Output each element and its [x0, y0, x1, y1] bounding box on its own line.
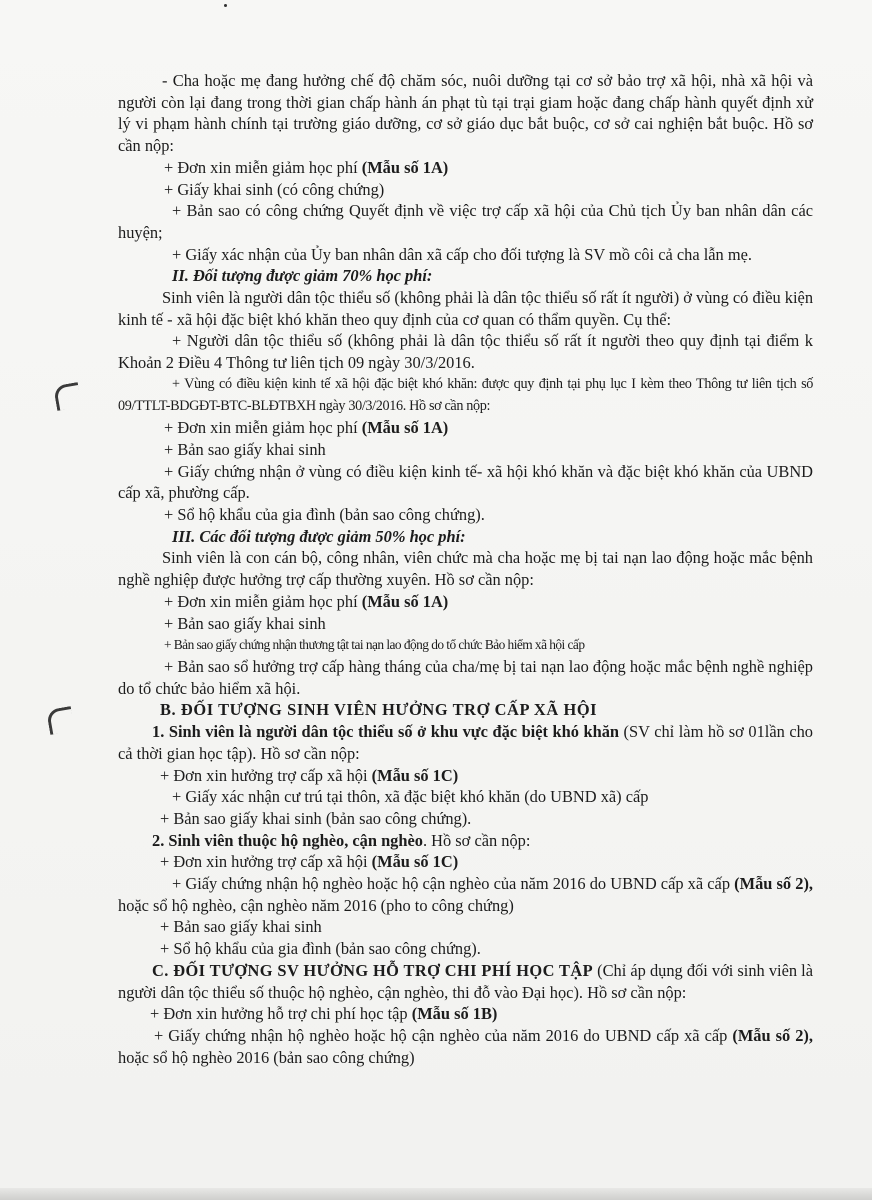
form-reference: (Mẫu số 2), [734, 874, 813, 894]
form-reference: (Mẫu số 1A) [361, 418, 449, 438]
form-reference: (Mẫu số 1B) [411, 1004, 498, 1024]
item-text: hoặc sổ hộ nghèo 2016 (bản sao công chứng) [118, 1047, 415, 1067]
section-heading [118, 960, 813, 1003]
item-text: + Đơn xin hưởng hỗ trợ chi phí học tập [150, 1004, 408, 1024]
list-item: + Bản sao giấy khai sinh [160, 917, 322, 937]
item-text: + Đơn xin miễn giảm học phí [164, 157, 358, 177]
list-item: + Bản sao sổ hưởng trợ cấp hàng tháng của cha/mẹ bị tai nạn lao động hoặc mắc bệnh nghề nghiệp do tổ chức bảo hiểm xã hội. [118, 656, 813, 698]
list-item: + Bản sao giấy chứng nhận thương tật tai nạn lao động do tổ chức Bảo hiểm xã hội cấp [164, 637, 585, 653]
subsection [118, 721, 813, 764]
list-item: + Giấy khai sinh (có công chứng) [164, 179, 385, 199]
item-text: + Giấy chứng nhận hộ nghèo hoặc hộ cận nghèo của năm 2016 do UBND cấp xã cấp [172, 874, 731, 894]
subsection-note: . Hồ sơ cần nộp: [422, 830, 531, 850]
list-item: + Giấy xác nhận cư trú tại thôn, xã đặc biệt khó khăn (do UBND xã) cấp [172, 787, 649, 807]
list-item [118, 417, 813, 439]
form-reference: (Mẫu số 2), [732, 1025, 813, 1045]
subsection [118, 830, 813, 852]
section-note: (Chỉ áp dụng đối với sinh viên là người dân tộc thiểu số thuộc hộ nghèo, cận nghèo, thi đỗ vào Đại học). Hồ sơ cần nộp: [118, 960, 813, 1002]
punch-hole-mark [53, 382, 82, 411]
list-item [118, 1025, 813, 1068]
subsection-title: 1. Sinh viên là người dân tộc thiểu số ở khu vực đặc biệt khó khăn [152, 722, 620, 742]
list-item: + Giấy chứng nhận ở vùng có điều kiện kinh tế- xã hội khó khăn và đặc biệt khó khăn của UBND cấp xã, phường cấp. [118, 461, 813, 503]
list-item [118, 591, 813, 613]
list-item: + Người dân tộc thiểu số (không phải là dân tộc thiểu số rất ít người theo quy định tại điểm k Khoản 2 Điều 4 Thông tư liên tịch 09 ngày 30/3/2016. [118, 331, 813, 373]
section-heading: II. Đối tượng được giảm 70% học phí: [172, 266, 433, 286]
form-reference: (Mẫu số 1A) [361, 157, 449, 177]
section-heading: B. ĐỐI TƯỢNG SINH VIÊN HƯỞNG TRỢ CẤP XÃ HỘI [160, 700, 598, 720]
scan-bottom-edge [0, 1188, 872, 1200]
list-item: + Bản sao giấy khai sinh [164, 613, 326, 633]
list-item: + Vùng có điều kiện kinh tế xã hội đặc biệt khó khăn: được quy định tại phụ lục I kèm theo Thông tư liên tịch số 09/TTLT-BDGĐT-BTC-BLĐTBXH ngày 30/3/2016. Hồ sơ cần nộp: [118, 375, 813, 414]
scan-speck [224, 4, 227, 7]
paragraph: Sinh viên là con cán bộ, công nhân, viên chức mà cha hoặc mẹ bị tai nạn lao động hoặc mắc bệnh nghề nghiệp được hưởng trợ cấp thường xuyên. Hồ sơ cần nộp: [118, 548, 813, 590]
section-title: C. ĐỐI TƯỢNG SV HƯỞNG HỖ TRỢ CHI PHÍ HỌC TẬP [152, 960, 594, 980]
document-body [118, 70, 813, 1068]
list-item [118, 1003, 813, 1025]
subsection-note: (SV chỉ làm hồ sơ 01lần cho cả thời gian học tập). Hồ sơ cần nộp: [118, 722, 813, 763]
list-item: + Sổ hộ khẩu của gia đình (bản sao công chứng). [160, 939, 481, 959]
paragraph: - Cha hoặc mẹ đang hưởng chế độ chăm sóc, nuôi dưỡng tại cơ sở bảo trợ xã hội, nhà xã hội và người còn lại đang trong thời gian chấp hành án phạt tù tại trại giam hoặc đang chấp hành quyết định xử lý vi phạm hành chính tại trường giáo dưỡng, cơ sở giáo dục bắt buộc, cơ sở cai nghiện bắt buộc. Hồ sơ cần nộp: [118, 71, 813, 156]
form-reference: (Mẫu số 1C) [371, 852, 459, 872]
form-reference: (Mẫu số 1C) [371, 765, 459, 785]
item-text: + Giấy chứng nhận hộ nghèo hoặc hộ cận nghèo của năm 2016 do UBND cấp xã cấp [154, 1025, 728, 1045]
list-item: + Giấy xác nhận của Ủy ban nhân dân xã cấp cho đối tượng là SV mồ côi cả cha lẫn mẹ. [172, 244, 752, 264]
list-item: + Sổ hộ khẩu của gia đình (bản sao công chứng). [164, 505, 485, 525]
subsection-title: 2. Sinh viên thuộc hộ nghèo, cận nghèo [152, 830, 423, 850]
list-item: + Bản sao có công chứng Quyết định về việc trợ cấp xã hội của Chủ tịch Ủy ban nhân dân các huyện; [118, 201, 813, 242]
form-reference: (Mẫu số 1A) [361, 591, 449, 611]
paragraph: Sinh viên là người dân tộc thiểu số (không phải là dân tộc thiểu số rất ít người) ở vùng có điều kiện kinh tế - xã hội đặc biệt khó khăn theo quy định của cơ quan có thẩm quyền. Cụ thể: [118, 288, 814, 329]
list-item [118, 873, 813, 916]
item-text: hoặc sổ hộ nghèo, cận nghèo năm 2016 (pho to công chứng) [118, 895, 514, 915]
item-text: + Đơn xin miễn giảm học phí [164, 418, 358, 438]
punch-hole-mark [46, 706, 75, 735]
section-heading: III. Các đối tượng được giảm 50% học phí: [172, 526, 466, 546]
item-text: + Đơn xin hưởng trợ cấp xã hội [160, 765, 368, 785]
item-text: + Đơn xin miễn giảm học phí [164, 591, 358, 611]
list-item: + Bản sao giấy khai sinh (bản sao công chứng). [160, 808, 472, 828]
list-item [118, 157, 813, 179]
list-item [118, 851, 813, 873]
list-item [118, 765, 813, 787]
item-text: + Đơn xin hưởng trợ cấp xã hội [160, 852, 368, 872]
list-item: + Bản sao giấy khai sinh [164, 439, 326, 459]
